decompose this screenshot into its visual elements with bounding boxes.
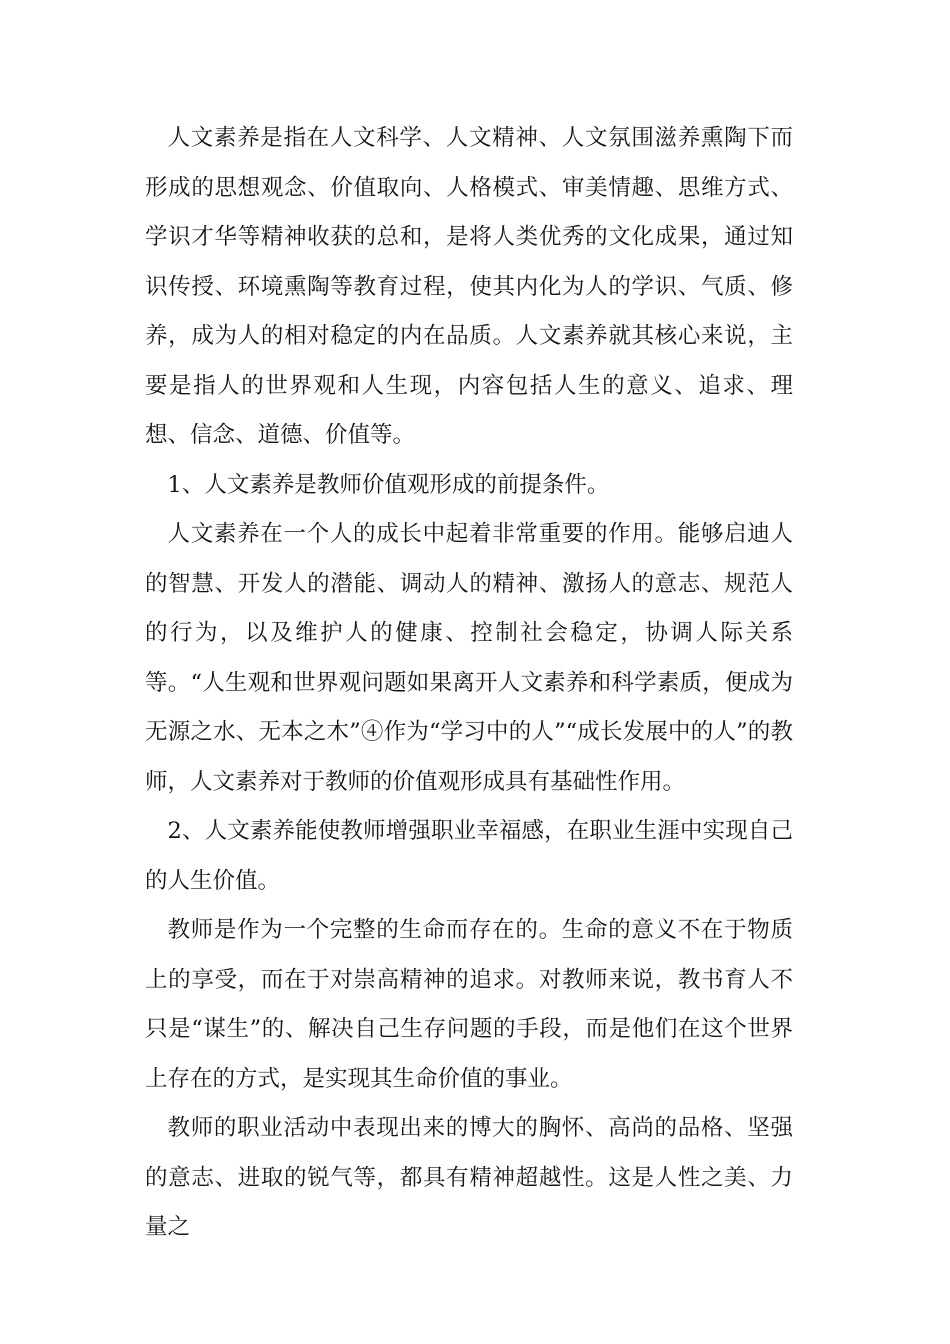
paragraph-definition: 人文素养是指在人文科学、人文精神、人文氛围滋养熏陶下而形成的思想观念、价值取向、人格模式、审美情趣、思维方式、学识才华等精神收获的总和，是将人类优秀的文化成果，通过知识传授、环境熏陶等教育过程，使其内化为人的学识、气质、修养，成为人的相对稳定的内在品质。人文素养就其核心来说，主要是指人的世界观和人生现，内容包括人生的意义、追求、理想、信念、道德、价值等。	[145, 125, 793, 448]
paragraph-point-1: 人文素养在一个人的成长中起着非常重要的作用。能够启迪人的智慧、开发人的潜能、调动人的精神、激扬人的意志、规范人的行为，以及维护人的健康、控制社会稳定，协调人际关系等。“人生观和世界观问题如果离开人文素养和科学素质，便成为无源之水、无本之木”④作为“学习中的人”“成长发展中的人”的教师，人文素养对于教师的价值观形成具有基础性作用。	[145, 521, 793, 795]
heading-point-1: 1、人文素养是教师价值观形成的前提条件。	[167, 471, 610, 498]
heading-point-2: 2、人文素养能使教师增强职业幸福感，在职业生涯中实现自己的人生价值。	[145, 818, 793, 894]
document-body	[145, 114, 793, 1253]
paragraph-point-2b: 教师的职业活动中表现出来的博大的胸怀、高尚的品格、坚强的意志、进取的锐气等，都具有精神超越性。这是人性之美、力量之	[145, 1115, 793, 1240]
paragraph-point-2a: 教师是作为一个完整的生命而存在的。生命的意义不在于物质上的享受，而在于对崇高精神的追求。对教师来说，教书育人不只是“谋生”的、解决自己生存问题的手段，而是他们在这个世界上存在的方式，是实现其生命价值的事业。	[145, 917, 793, 1092]
